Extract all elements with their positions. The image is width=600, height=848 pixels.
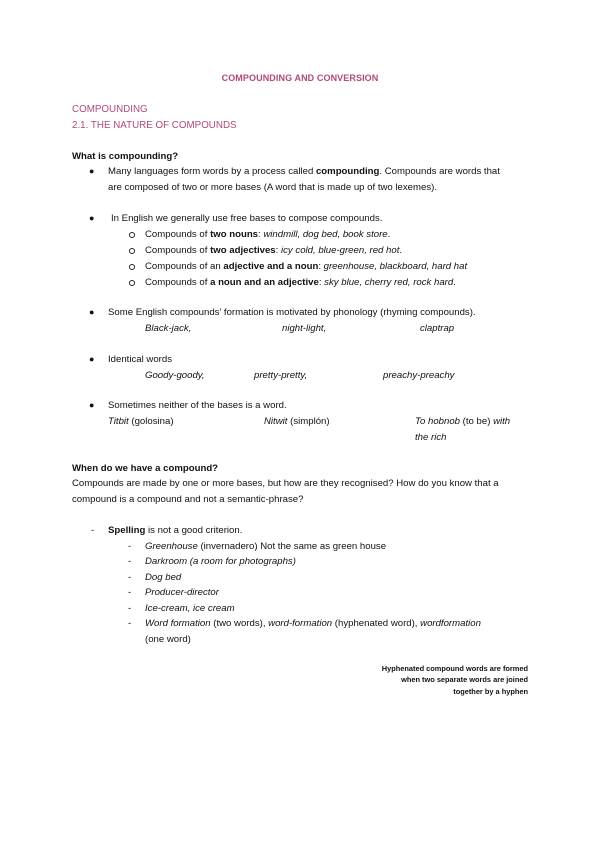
example-word: night-light, xyxy=(282,323,327,334)
paragraph-compounding: Many languages form words by a process called compounding. Compounds are words that xyxy=(108,166,500,177)
circle-bullet-icon xyxy=(129,232,135,238)
example-word: preachy-preachy xyxy=(383,370,455,381)
question-heading-2: When do we have a compound? xyxy=(72,463,219,474)
sub-item: Compounds of an adjective and a noun: greenhouse, blackboard, hard hat xyxy=(145,261,468,272)
paragraph-compounding-line2: are composed of two or more bases (A word that is made up of two lexemes). xyxy=(108,182,438,193)
paragraph-free-bases: In English we generally use free bases to compose compounds. xyxy=(111,213,383,224)
sub-item: Compounds of a noun and an adjective: sky blue, cherry red, rock hard. xyxy=(145,277,456,288)
paragraph-phonology: Some English compounds’ formation is motivated by phonology (rhyming compounds). xyxy=(108,307,476,318)
bullet-icon: ● xyxy=(89,400,95,410)
spelling-criterion: Spelling is not a good criterion. xyxy=(108,525,243,536)
dash-bullet-icon: - xyxy=(128,587,132,598)
hyphen-note-line: together by a hyphen xyxy=(453,686,528,696)
paragraph-recognition-line2: compound is a compound and not a semantic-phrase? xyxy=(72,494,304,505)
sub-item: Compounds of two nouns: windmill, dog bed, book store. xyxy=(145,229,391,240)
section-heading: COMPOUNDING xyxy=(72,104,148,115)
circle-bullet-icon xyxy=(129,264,135,270)
question-heading-1: What is compounding? xyxy=(72,151,179,162)
bullet-icon: ● xyxy=(89,307,95,317)
paragraph-identical: Identical words xyxy=(108,354,172,365)
spelling-example-word-formation: Word formation (two words), word-formation (hyphenated word), wordformation xyxy=(145,618,481,629)
example-word: Goody-goody, xyxy=(145,370,205,381)
document-title: COMPOUNDING AND CONVERSION xyxy=(221,73,379,83)
spelling-example: Greenhouse (invernadero) Not the same as green house xyxy=(145,541,387,552)
paragraph-neither-base: Sometimes neither of the bases is a word. xyxy=(108,400,287,411)
dash-bullet-icon: - xyxy=(128,572,132,583)
spelling-example: Ice-cream, ice cream xyxy=(145,603,235,614)
circle-bullet-icon xyxy=(129,280,135,286)
example-titbit: Titbit (golosina) xyxy=(108,416,174,427)
bullet-icon: ● xyxy=(89,166,95,176)
spelling-example: Producer-director xyxy=(145,587,219,598)
dash-bullet-icon: - xyxy=(128,618,132,629)
dash-bullet-icon: - xyxy=(91,525,95,536)
example-word: claptrap xyxy=(420,323,455,334)
spelling-example: Darkroom (a room for photographs) xyxy=(145,556,296,567)
dash-bullet-icon: - xyxy=(128,556,132,567)
hyphen-note xyxy=(382,663,528,697)
hyphen-note-line: when two separate words are joined xyxy=(401,675,528,685)
example-hobnob-line2: the rich xyxy=(415,432,447,443)
circle-bullet-icon xyxy=(129,248,135,254)
hyphen-note-line: Hyphenated compound words are formed xyxy=(381,664,528,673)
example-nitwit: Nitwit (simplón) xyxy=(264,416,330,427)
example-word: Black-jack, xyxy=(145,323,192,334)
spelling-example: Dog bed xyxy=(145,572,182,583)
bullet-icon: ● xyxy=(89,354,95,364)
dash-bullet-icon: - xyxy=(128,541,132,552)
subsection-heading: 2.1. THE NATURE OF COMPOUNDS xyxy=(72,120,237,131)
dash-bullet-icon: - xyxy=(128,603,132,614)
bullet-icon: ● xyxy=(89,213,95,223)
example-word: pretty-pretty, xyxy=(254,370,308,381)
sub-item: Compounds of two adjectives: icy cold, blue-green, red hot. xyxy=(145,245,403,256)
paragraph-recognition: Compounds are made by one or more bases, but how are they recognised? How do you know that a xyxy=(72,478,499,489)
example-hobnob: To hobnob (to be) with xyxy=(415,416,511,427)
spelling-example-word-formation-line2: (one word) xyxy=(145,634,191,645)
